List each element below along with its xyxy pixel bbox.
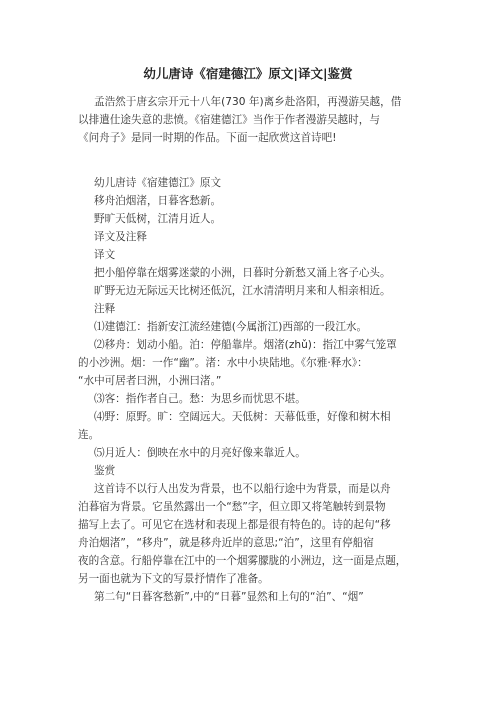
section-heading: 译文及注释 [94, 231, 147, 243]
intro-line: 以排遣仕途失意的悲愤。《宿建德江》当作于作者漫游吴越时，与 [78, 114, 380, 126]
note-line: ⑴建德江：指新安江流经建德(今属浙江)西部的一段江水。 [94, 321, 368, 333]
poem-heading: 幼儿唐诗《宿建德江》原文 [94, 177, 222, 189]
translation-line: 旷野无边无际远天比树还低沉，江水清清明月来和人相亲相近。 [94, 285, 391, 297]
appreciation-line: 舟泊烟渚”，“移舟”，就是移舟近岸的意思;“泊”，这里有停船宿 [78, 537, 374, 549]
section-heading: 鉴赏 [94, 465, 116, 477]
note-line: ⑸月近人：倒映在水中的月亮好像来靠近人。 [94, 447, 306, 459]
appreciation-line: 第二句“日暮客愁新”,中的“日暮”显然和上句的“泊”、“烟” [94, 591, 364, 603]
note-line: “水中可居者曰洲，小洲曰渚。” [78, 375, 222, 387]
section-heading: 注释 [94, 303, 116, 315]
intro-line: 《问舟子》是同一时期的作品。下面一起欣赏这首诗吧! [78, 132, 337, 144]
note-line: ⑶客：指作者自己。愁：为思乡而忧思不堪。 [94, 393, 306, 405]
translation-line: 把小船停靠在烟雾迷蒙的小洲，日暮时分新愁又涌上客子心头。 [94, 267, 391, 279]
poem-line: 野旷天低树，江清月近人。 [94, 213, 222, 225]
intro-line: 孟浩然于唐玄宗开元十八年(730 年)离乡赴洛阳，再漫游吴越，借 [94, 96, 402, 108]
poem-line: 移舟泊烟渚，日暮客愁新。 [94, 195, 222, 207]
note-line: ⑵移舟：划动小船。泊：停船靠岸。烟渚(zhǔ)：指江中雾气笼罩 [94, 339, 397, 351]
page-title: 幼儿唐诗《宿建德江》原文|译文|鉴赏 [143, 66, 353, 81]
appreciation-line: 另一面也就为下文的写景抒情作了准备。 [78, 573, 269, 585]
appreciation-line: 这首诗不以行人出发为背景，也不以船行途中为背景，而是以舟 [94, 483, 391, 495]
note-line: ⑷野：原野。旷：空阔远大。天低树：天幕低垂，好像和树木相 [94, 411, 391, 423]
appreciation-line: 夜的含意。行船停靠在江中的一个烟雾朦胧的小洲边，这一面是点题， [78, 555, 407, 567]
section-heading: 译文 [94, 249, 116, 261]
note-line: 连。 [78, 429, 100, 441]
appreciation-line: 描写上去了。可见它在选材和表现上都是很有特色的。诗的起句“移 [78, 519, 391, 531]
note-line: 的小沙洲。烟：一作“幽”。渚：水中小块陆地。《尔雅·释水》： [78, 357, 368, 369]
appreciation-line: 泊暮宿为背景。它虽然露出一个“愁”字，但立即又将笔触转到景物 [78, 501, 386, 513]
